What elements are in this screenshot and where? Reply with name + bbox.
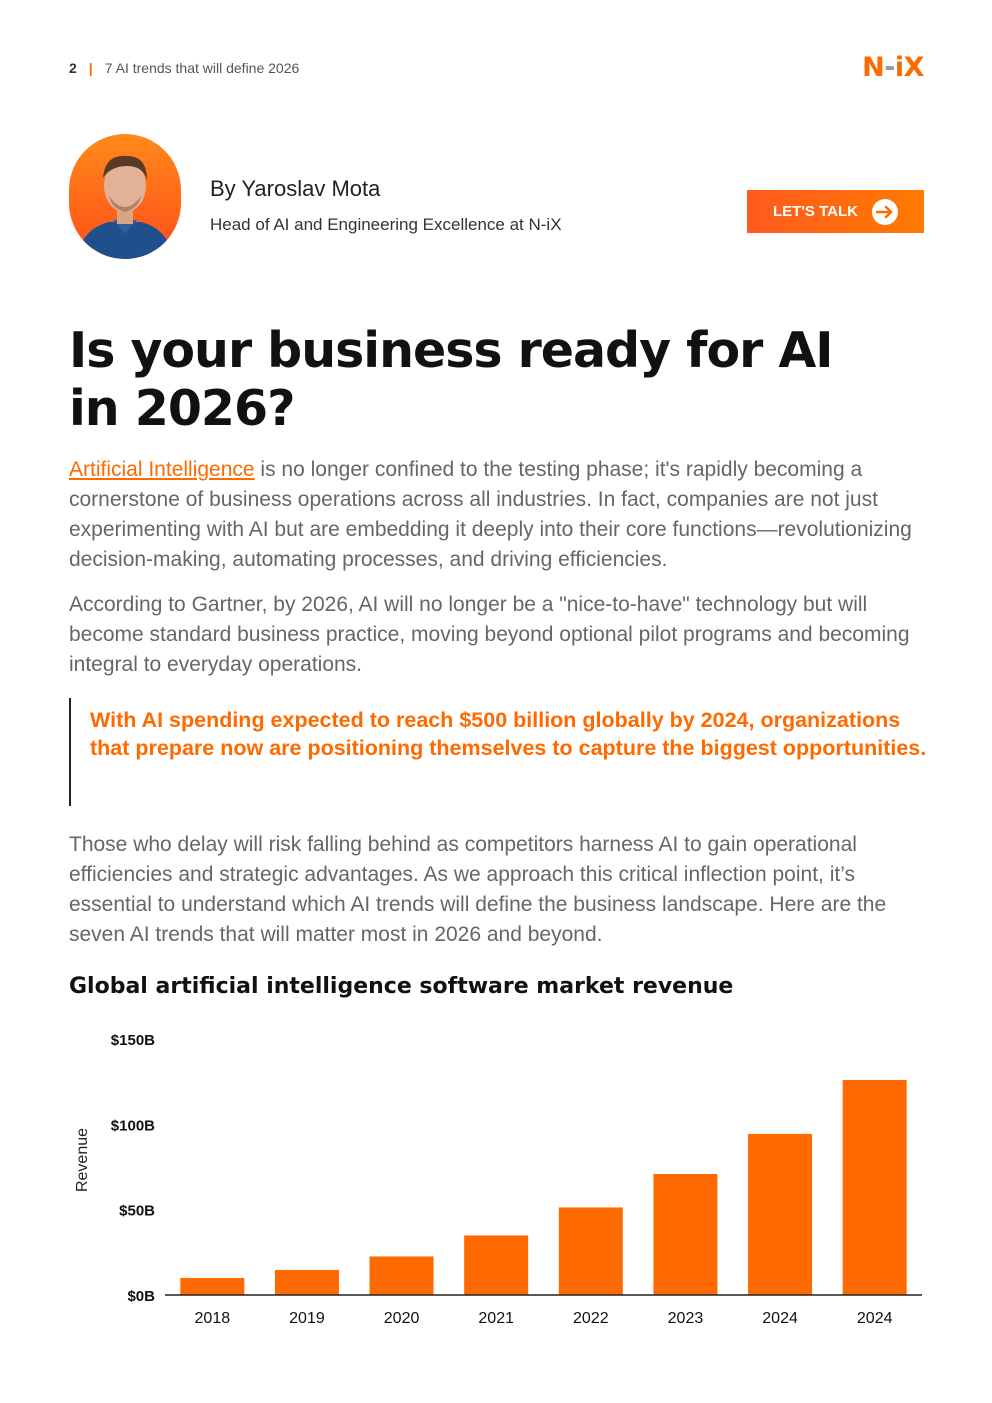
arrow-right-icon <box>872 199 898 225</box>
bar <box>180 1278 244 1295</box>
x-tick-label: 2018 <box>194 1310 231 1327</box>
bar <box>464 1235 528 1295</box>
title-line-1: Is your business ready for AI <box>69 322 833 379</box>
page-number: 2 <box>69 60 77 76</box>
y-tick-label: $150B <box>110 1032 155 1049</box>
bar <box>559 1207 623 1295</box>
intro-text: is no longer confined to the testing phase; it's rapidly becoming a cornerstone of business operations across all industries. In fact, companies are not just experimenting with AI but are embedding it deeply into their core functions—revolutionizing decision-making, automating processes, and driving efficiencies. <box>69 458 912 571</box>
intro-paragraph <box>69 455 929 575</box>
x-tick-label: 2021 <box>478 1310 514 1327</box>
y-axis-label: Revenue <box>74 1127 91 1193</box>
x-tick-label: 2020 <box>383 1310 420 1327</box>
ai-link[interactable]: Artificial Intelligence <box>69 458 255 481</box>
lets-talk-label: LET'S TALK <box>773 203 858 220</box>
pull-quote <box>69 698 929 806</box>
x-tick-label: 2024 <box>856 1310 893 1327</box>
x-tick-label: 2023 <box>667 1310 704 1327</box>
bar <box>843 1080 907 1295</box>
author-avatar <box>69 134 181 259</box>
logo-n: N <box>862 52 885 83</box>
bar <box>653 1174 717 1295</box>
x-tick-label: 2024 <box>762 1310 798 1327</box>
chart-title: Global artificial intelligence software market revenue <box>69 974 734 999</box>
bar <box>748 1134 812 1295</box>
bar <box>370 1256 434 1295</box>
y-tick-label: $100B <box>110 1117 155 1135</box>
x-tick-label: 2019 <box>289 1310 325 1327</box>
logo-ix: iX <box>894 52 924 83</box>
bar <box>275 1270 339 1295</box>
y-tick-label: $50B <box>119 1202 155 1220</box>
header-separator: | <box>88 60 93 76</box>
document-title: 7 AI trends that will define 2026 <box>104 60 300 76</box>
pull-quote-text: With AI spending expected to reach $500 billion globally by 2024, organizations that prepare now are positioning themselves to capture the biggest opportunities. <box>90 708 927 760</box>
author-role: Head of AI and Engineering Excellence at N-iX <box>210 215 562 234</box>
title-line-2: in 2026? <box>69 380 295 437</box>
x-tick-label: 2022 <box>573 1310 609 1327</box>
page-title <box>69 322 929 438</box>
page-header <box>69 60 299 76</box>
trends-paragraph: Those who delay will risk falling behind as competitors harness AI to gain operational efficiencies and strategic advantages. As we approach this critical inflection point, it’s essential to understand which AI trends will define the business landscape. Here are the seven AI trends that will matter most in 2026 and beyond. <box>69 833 887 946</box>
logo-dash: - <box>884 52 895 83</box>
revenue-bar-chart <box>60 1020 940 1340</box>
gartner-paragraph: According to Gartner, by 2026, AI will no longer be a "nice-to-have" technology but will become standard business practice, moving beyond optional pilot programs and becoming integral to everyday operations. <box>69 593 910 676</box>
author-name: By Yaroslav Mota <box>210 176 381 201</box>
y-tick-label: $0B <box>127 1288 155 1305</box>
nix-logo[interactable] <box>862 52 924 83</box>
lets-talk-button[interactable] <box>747 190 924 233</box>
